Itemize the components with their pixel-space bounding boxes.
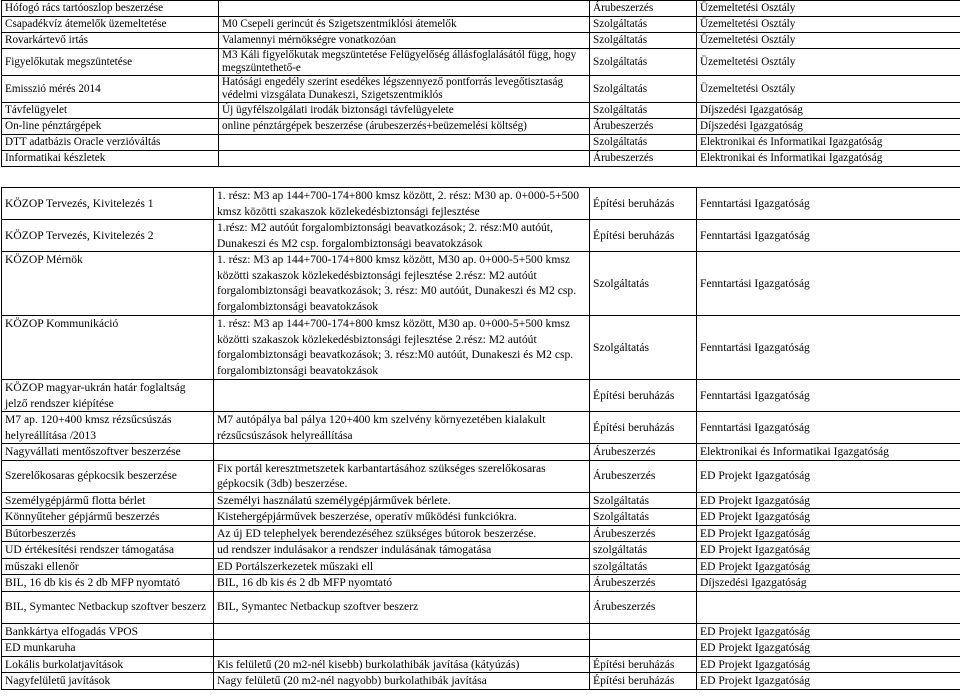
cell-department: Elektronikai és Informatikai Igazgatóság xyxy=(697,135,960,151)
cell-procurement-type xyxy=(590,623,697,640)
cell-title: BIL, 16 db kis és 2 db MFP nyomtató xyxy=(2,575,214,592)
cell-procurement-type: Építési beruházás xyxy=(590,188,697,220)
table-row xyxy=(2,460,960,492)
cell-department: Díjszedési Igazgatóság xyxy=(697,575,960,592)
cell-description: BIL, Symantec Netbackup szoftver beszerz xyxy=(214,591,590,623)
cell-title: Figyelőkutak megszüntetése xyxy=(2,49,219,76)
cell-description: Új ügyfélszolgálati irodák biztonsági távfelügyelete xyxy=(219,103,590,119)
cell-description: 1. rész: M3 ap 144+700-174+800 kmsz között, M30 ap. 0+000-5+500 kmsz közötti szakaszok közlekedésbiztonsági fejlesztése 2.rész: M2 autóút forgalombiztonsági beavatkozások; 3. rész: M0 autóút, Dunakeszi és M2 csp. forgalombiztonsági beavatokzások xyxy=(214,252,590,316)
cell-title: KÖZOP magyar-ukrán határ foglaltság jelző rendszer kiépítése xyxy=(2,380,214,412)
table-row xyxy=(2,76,960,103)
table-row xyxy=(2,509,960,526)
procurement-table-2 xyxy=(1,187,960,690)
cell-department: Üzemeltetési Osztály xyxy=(697,33,960,49)
cell-title: Bankkártya elfogadás VPOS xyxy=(2,623,214,640)
cell-description: Nagy felületű (20 m2-nél nagyobb) burkolathibák javítása xyxy=(214,673,590,690)
cell-department: ED Projekt Igazgatóság xyxy=(697,623,960,640)
procurement-table-1 xyxy=(1,0,960,167)
cell-description xyxy=(214,623,590,640)
cell-department: ED Projekt Igazgatóság xyxy=(697,640,960,657)
cell-description: M3 Káli figyelőkutak megszüntetése Felügyelőség állásfoglalásától függ, hogy megszüntethető-e xyxy=(219,49,590,76)
cell-procurement-type: szolgáltatás xyxy=(590,558,697,575)
cell-procurement-type: Árubeszerzés xyxy=(590,591,697,623)
cell-department: Díjszedési Igazgatóság xyxy=(697,103,960,119)
cell-procurement-type: Építési beruházás xyxy=(590,220,697,252)
cell-title: M7 ap. 120+400 kmsz rézsűcsúszás helyreállítása /2013 xyxy=(2,412,214,444)
cell-description: Személyi használatú személygépjárművek bérlete. xyxy=(214,492,590,509)
cell-title: Lokális burkolatjavítások xyxy=(2,656,214,673)
cell-description: Hatósági engedély szerint esedékes légszennyező pontforrás levegőtisztaság védelmi vizsgálata Dunakeszi, Szigetszentmiklós xyxy=(219,76,590,103)
cell-procurement-type: Szolgáltatás xyxy=(590,33,697,49)
cell-description xyxy=(214,380,590,412)
cell-procurement-type: Szolgáltatás xyxy=(590,492,697,509)
cell-description xyxy=(219,135,590,151)
cell-description xyxy=(219,1,590,17)
cell-title: Szerelőkosaras gépkocsik beszerzése xyxy=(2,460,214,492)
table-row xyxy=(2,656,960,673)
cell-department: Elektronikai és Informatikai Igazgatóság xyxy=(697,444,960,461)
cell-description: BIL, 16 db kis és 2 db MFP nyomtató xyxy=(214,575,590,592)
table-row xyxy=(2,103,960,119)
table-row xyxy=(2,444,960,461)
table-row xyxy=(2,17,960,33)
table-row xyxy=(2,49,960,76)
table-1-body xyxy=(2,1,960,167)
cell-title: BIL, Symantec Netbackup szoftver beszerz xyxy=(2,591,214,623)
cell-procurement-type: Építési beruházás xyxy=(590,673,697,690)
cell-description: 1.rész: M2 autóút forgalombiztonsági beavatkozások; 2. rész:M0 autóút, Dunakeszi és M2 csp. forgalombiztonsági beavatokzások xyxy=(214,220,590,252)
table-gap xyxy=(0,167,960,187)
cell-department: Díjszedési Igazgatóság xyxy=(697,119,960,135)
cell-procurement-type: Szolgáltatás xyxy=(590,135,697,151)
cell-department: Fenntartási Igazgatóság xyxy=(697,316,960,380)
cell-department: ED Projekt Igazgatóság xyxy=(697,509,960,526)
table-row xyxy=(2,640,960,657)
cell-procurement-type xyxy=(590,640,697,657)
table-row xyxy=(2,33,960,49)
table-row xyxy=(2,220,960,252)
table-2-body xyxy=(2,188,960,690)
cell-description xyxy=(214,444,590,461)
cell-department: Üzemeltetési Osztály xyxy=(697,17,960,33)
cell-procurement-type: Szolgáltatás xyxy=(590,103,697,119)
table-row xyxy=(2,492,960,509)
cell-procurement-type: Szolgáltatás xyxy=(590,316,697,380)
cell-procurement-type: Szolgáltatás xyxy=(590,76,697,103)
cell-title: Nagyfelületű javítások xyxy=(2,673,214,690)
cell-department: Fenntartási Igazgatóság xyxy=(697,188,960,220)
cell-title: Nagyvállati mentőszoftver beszerzése xyxy=(2,444,214,461)
cell-department: Üzemeltetési Osztály xyxy=(697,76,960,103)
cell-title: Személygépjármű flotta bérlet xyxy=(2,492,214,509)
cell-department: Fenntartási Igazgatóság xyxy=(697,380,960,412)
table-row xyxy=(2,412,960,444)
cell-description: ED Portálszerkezetek műszaki ell xyxy=(214,558,590,575)
cell-procurement-type: Árubeszerzés xyxy=(590,525,697,542)
cell-title: Csapadékvíz átemelők üzemeltetése xyxy=(2,17,219,33)
table-row xyxy=(2,623,960,640)
cell-department: Elektronikai és Informatikai Igazgatóság xyxy=(697,151,960,167)
cell-description: 1. rész: M3 ap 144+700-174+800 kmsz között, 2. rész: M30 ap. 0+000-5+500 kmsz közötti szakaszok közlekedésbiztonsági fejlesztése xyxy=(214,188,590,220)
table-row xyxy=(2,673,960,690)
cell-department: ED Projekt Igazgatóság xyxy=(697,525,960,542)
cell-department xyxy=(697,591,960,623)
table-row xyxy=(2,119,960,135)
cell-description: Fix portál keresztmetszetek karbantartásához szükséges szerelőkosaras gépkocsik (3db) beszerzése. xyxy=(214,460,590,492)
cell-title: Hófogó rács tartóoszlop beszerzése xyxy=(2,1,219,17)
cell-procurement-type: Szolgáltatás xyxy=(590,509,697,526)
cell-department: Üzemeltetési Osztály xyxy=(697,49,960,76)
table-row xyxy=(2,575,960,592)
table-row xyxy=(2,558,960,575)
cell-description: Valamennyi mérnökségre vonatkozóan xyxy=(219,33,590,49)
cell-description xyxy=(214,640,590,657)
cell-title: KÖZOP Mérnök xyxy=(2,252,214,316)
cell-department: ED Projekt Igazgatóság xyxy=(697,460,960,492)
cell-description xyxy=(219,151,590,167)
cell-title: Bútorbeszerzés xyxy=(2,525,214,542)
cell-description: M7 autópálya bal pálya 120+400 km szelvény környezetében kialakult rézsűcsúszások helyreállítása xyxy=(214,412,590,444)
cell-description: ud rendszer indulásakor a rendszer indulásának támogatása xyxy=(214,542,590,559)
table-row xyxy=(2,525,960,542)
cell-description: 1. rész: M3 ap 144+700-174+800 kmsz között, M30 ap. 0+000-5+500 kmsz közötti szakaszok közlekedésbiztonsági fejlesztése 2.rész: M2 autóút forgalombiztonsági beavatkozások; 3. rész:M0 autóút, Dunakeszi és M2 csp. forgalombiztonsági beavatokzások xyxy=(214,316,590,380)
cell-department: ED Projekt Igazgatóság xyxy=(697,656,960,673)
cell-procurement-type: Szolgáltatás xyxy=(590,252,697,316)
cell-title: Informatikai készletek xyxy=(2,151,219,167)
cell-department: Fenntartási Igazgatóság xyxy=(697,220,960,252)
cell-procurement-type: Építési beruházás xyxy=(590,380,697,412)
cell-description: Kis felületű (20 m2-nél kisebb) burkolathibák javítása (kátyúzás) xyxy=(214,656,590,673)
cell-title: ED munkaruha xyxy=(2,640,214,657)
cell-procurement-type: Árubeszerzés xyxy=(590,119,697,135)
cell-procurement-type: Árubeszerzés xyxy=(590,444,697,461)
table-row xyxy=(2,151,960,167)
cell-title: KÖZOP Tervezés, Kivitelezés 2 xyxy=(2,220,214,252)
table-row xyxy=(2,591,960,623)
cell-department: Fenntartási Igazgatóság xyxy=(697,252,960,316)
cell-department: ED Projekt Igazgatóság xyxy=(697,492,960,509)
cell-title: Rovarkártevő irtás xyxy=(2,33,219,49)
table-row xyxy=(2,188,960,220)
cell-department: ED Projekt Igazgatóság xyxy=(697,558,960,575)
cell-title: Emisszió mérés 2014 xyxy=(2,76,219,103)
cell-procurement-type: Árubeszerzés xyxy=(590,575,697,592)
cell-title: UD értékesítési rendszer támogatása xyxy=(2,542,214,559)
cell-procurement-type: szolgáltatás xyxy=(590,542,697,559)
table-row xyxy=(2,135,960,151)
cell-title: On-line pénztárgépek xyxy=(2,119,219,135)
cell-title: KÖZOP Kommunikáció xyxy=(2,316,214,380)
cell-procurement-type: Árubeszerzés xyxy=(590,151,697,167)
cell-description: Az új ED telephelyek berendezéséhez szükséges bútorok beszerzése. xyxy=(214,525,590,542)
cell-description: M0 Csepeli gerincút és Szigetszentmiklósi átemelők xyxy=(219,17,590,33)
cell-department: ED Projekt Igazgatóság xyxy=(697,673,960,690)
cell-procurement-type: Építési beruházás xyxy=(590,656,697,673)
table-row xyxy=(2,252,960,316)
cell-department: ED Projekt Igazgatóság xyxy=(697,542,960,559)
cell-title: Könnyűteher gépjármű beszerzés xyxy=(2,509,214,526)
cell-department: Üzemeltetési Osztály xyxy=(697,1,960,17)
table-row xyxy=(2,542,960,559)
cell-title: Távfelügyelet xyxy=(2,103,219,119)
cell-title: DTT adatbázis Oracle verzióváltás xyxy=(2,135,219,151)
cell-procurement-type: Szolgáltatás xyxy=(590,17,697,33)
cell-title: műszaki ellenőr xyxy=(2,558,214,575)
cell-procurement-type: Árubeszerzés xyxy=(590,460,697,492)
cell-procurement-type: Szolgáltatás xyxy=(590,49,697,76)
cell-procurement-type: Építési beruházás xyxy=(590,412,697,444)
cell-description: online pénztárgépek beszerzése (árubeszerzés+beüzemelési költség) xyxy=(219,119,590,135)
cell-procurement-type: Árubeszerzés xyxy=(590,1,697,17)
table-row xyxy=(2,316,960,380)
cell-description: Kistehergépjárművek beszerzése, operatív működési funkciókra. xyxy=(214,509,590,526)
cell-department: Fenntartási Igazgatóság xyxy=(697,412,960,444)
table-row xyxy=(2,380,960,412)
table-row xyxy=(2,1,960,17)
cell-title: KÖZOP Tervezés, Kivitelezés 1 xyxy=(2,188,214,220)
